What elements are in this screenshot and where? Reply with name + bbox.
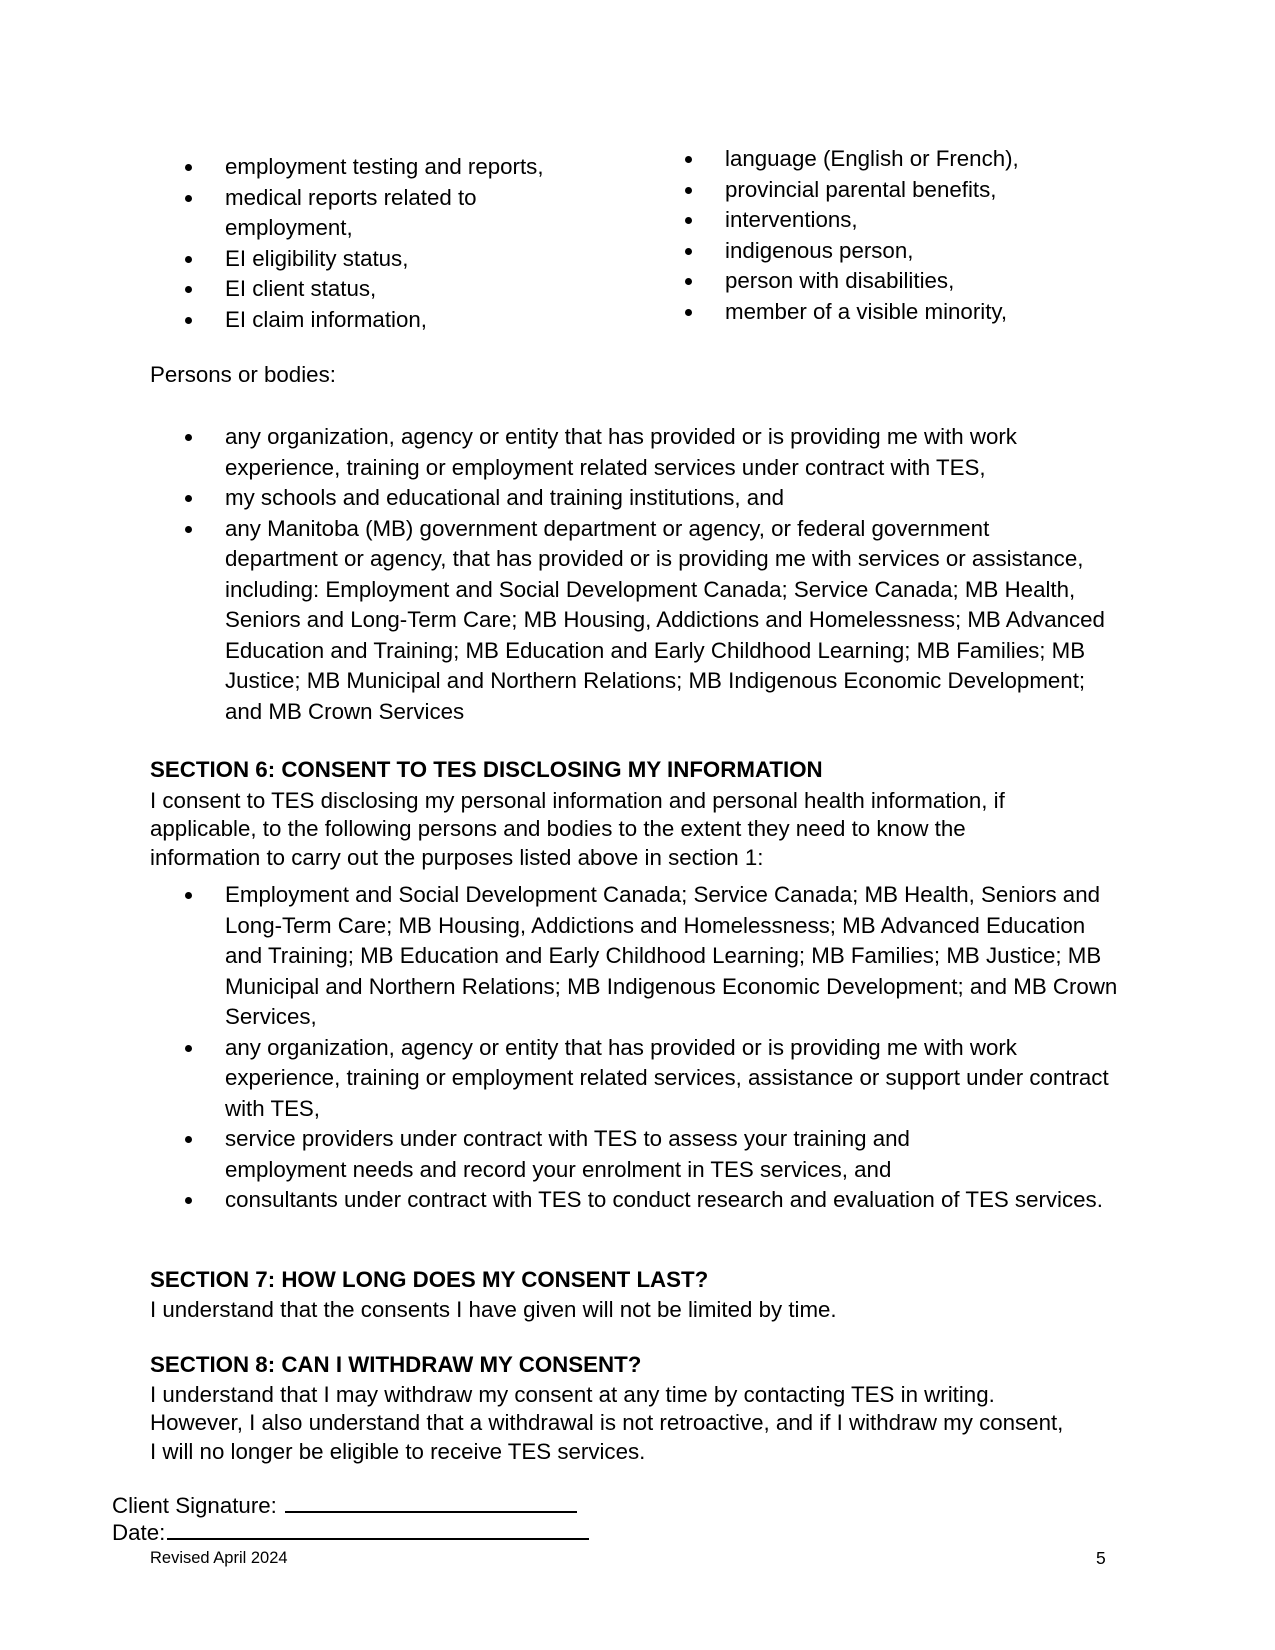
bullet-icon (685, 156, 692, 163)
list-item: medical reports related to employment, (180, 183, 525, 244)
date-label: Date: (112, 1520, 166, 1545)
section-7-text: I understand that the consents I have given will not be limited by time. (150, 1297, 837, 1322)
list-item: provincial parental benefits, (680, 175, 1100, 206)
bullet-icon (185, 317, 192, 324)
bullet-icon (185, 256, 192, 263)
bullet-icon (185, 286, 192, 293)
list-item: language (English or French), (680, 144, 1100, 175)
list-item: EI client status, (180, 274, 640, 305)
bullet-icon (185, 526, 192, 533)
list-item: interventions, (680, 205, 1100, 236)
bullet-icon (185, 892, 192, 899)
bullet-icon (185, 164, 192, 171)
bullet-icon (685, 187, 692, 194)
bullet-icon (685, 217, 692, 224)
page-number: 5 (1096, 1548, 1106, 1568)
list-item: service providers under contract with TES to assess your training and employment needs and record your enrolment in TES services, and (180, 1124, 1025, 1185)
disclosure-bullets (180, 880, 1120, 1216)
client-signature-label: Client Signature: (112, 1493, 277, 1518)
list-item: any organization, agency or entity that has provided or is providing me with work experience, training or employment related services, assistance or support under contract with TES, (180, 1033, 1135, 1125)
section-8-text: I understand that I may withdraw my consent at any time by contacting TES in writing. However, I also understand that a withdrawal is not retroactive, and if I withdraw my consent, I will no longer be eligible to receive TES services. (150, 1382, 1064, 1464)
bullet-icon (185, 495, 192, 502)
bullet-icon (685, 248, 692, 255)
date-row (112, 1518, 589, 1546)
list-item: Employment and Social Development Canada; Service Canada; MB Health, Seniors and Long-Term Care; MB Housing, Addictions and Homelessness; MB Advanced Education and Training; MB Education and Early Childhood Learning; MB Families; MB Justice; MB Municipal and Northern Relations; MB Indigenous Economic Development; and MB Crown Services, (180, 880, 1125, 1033)
revision-date: Revised April 2024 (150, 1549, 288, 1567)
section-6-heading: SECTION 6: CONSENT TO TES DISCLOSING MY INFORMATION (150, 757, 823, 782)
list-item: my schools and educational and training institutions, and (180, 483, 1120, 514)
persons-or-bodies-label: Persons or bodies: (150, 362, 336, 387)
list-item: EI eligibility status, (180, 244, 640, 275)
date-field[interactable] (167, 1518, 589, 1540)
persons-bullets (180, 422, 1120, 727)
disclosure-list (180, 880, 1120, 1216)
bullet-icon (185, 1136, 192, 1143)
bullet-icon (185, 434, 192, 441)
list-item: member of a visible minority, (680, 297, 1100, 328)
list-item: EI claim information, (180, 305, 640, 336)
info-types-left-column (180, 152, 640, 335)
list-item: indigenous person, (680, 236, 1100, 267)
bullet-icon (185, 1045, 192, 1052)
list-item: any organization, agency or entity that has provided or is providing me with work experience, training or employment related services under contract with TES, (180, 422, 1120, 483)
info-types-right-column (680, 144, 1100, 327)
section-7-heading: SECTION 7: HOW LONG DOES MY CONSENT LAST? (150, 1267, 709, 1292)
info-types-left-list (180, 152, 640, 335)
section-6-text: I consent to TES disclosing my personal information and personal health information, if applicable, to the following persons and bodies to the extent they need to know the information to carry out the purposes listed above in section 1: (150, 788, 1005, 870)
persons-list (180, 422, 1120, 727)
bullet-icon (185, 1197, 192, 1204)
info-types-right-list (680, 144, 1100, 327)
list-item: person with disabilities, (680, 266, 1100, 297)
client-signature-field[interactable] (285, 1491, 577, 1513)
section-8-heading: SECTION 8: CAN I WITHDRAW MY CONSENT? (150, 1352, 642, 1377)
bullet-icon (685, 309, 692, 316)
bullet-icon (185, 195, 192, 202)
list-item: any Manitoba (MB) government department or agency, or federal government department or agency, that has provided or is providing me with services or assistance, including: Employment and Social Development Canada; Service Canada; MB Health, Seniors and Long-Term Care; MB Housing, Addictions and Homelessness; MB Advanced Education and Training; MB Education and Early Childhood Learning; MB Families; MB Justice; MB Municipal and Northern Relations; MB Indigenous Economic Development; and MB Crown Services (180, 514, 1105, 728)
client-signature-row (112, 1491, 577, 1519)
list-item: employment testing and reports, (180, 152, 555, 183)
list-item: consultants under contract with TES to conduct research and evaluation of TES services. (180, 1185, 1125, 1216)
bullet-icon (685, 278, 692, 285)
